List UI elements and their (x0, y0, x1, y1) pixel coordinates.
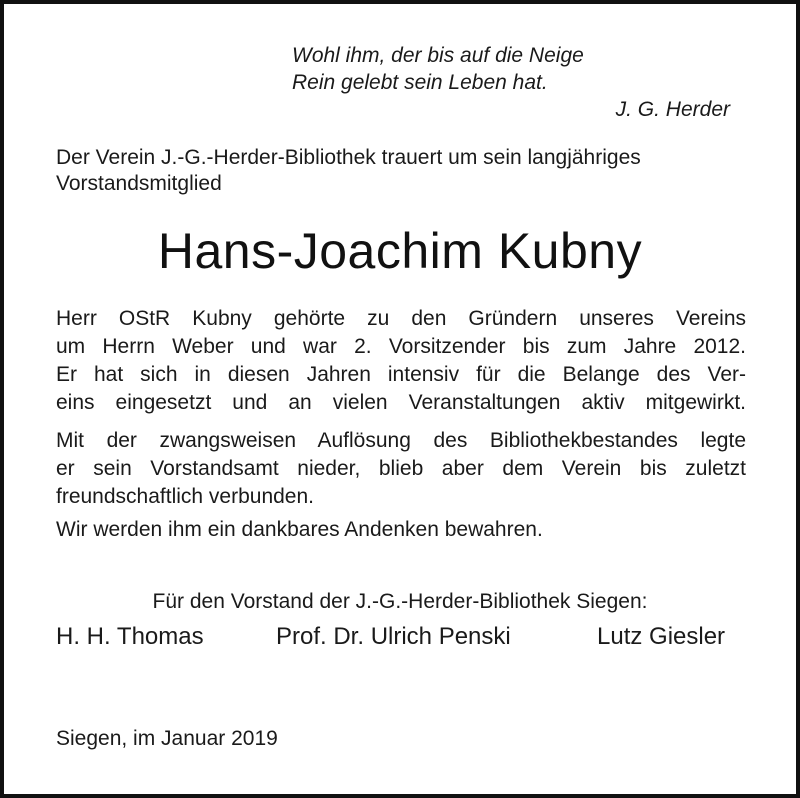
quote-line-2: Rein gelebt sein Leben hat. (292, 71, 548, 94)
paragraph-resignation (56, 427, 746, 511)
deceased-name: Hans-Joachim Kubny (157, 223, 643, 279)
intro-text (56, 145, 756, 197)
paragraph-line: eins eingesetzt und an vielen Veranstaltungen aktiv mitgewirkt. (56, 391, 746, 414)
paragraph-line: freundschaftlich verbunden. (56, 485, 314, 508)
paragraph-remembrance (56, 516, 746, 544)
intro-line-1: Der Verein J.-G.-Herder-Bibliothek trauert um sein langjähriges (56, 146, 641, 169)
quote-author: J. G. Herder (615, 98, 730, 121)
intro-line-2: Vorstandsmitglied (56, 172, 222, 195)
paragraph-line: Herr OStR Kubny gehörte zu den Gründern unseres Vereins (56, 307, 746, 330)
paragraph-line: um Herrn Weber und war 2. Vorsitzender bis zum Jahre 2012. (56, 335, 746, 358)
quote-line-1: Wohl ihm, der bis auf die Neige (292, 44, 584, 67)
place-date: Siegen, im Januar 2019 (56, 727, 278, 750)
paragraph-line: er sein Vorstandsamt nieder, blieb aber dem Verein bis zuletzt (56, 457, 746, 480)
epigraph-quote (292, 42, 732, 123)
paragraph-line: Er hat sich in diesen Jahren intensiv für die Belange des Ver- (56, 363, 746, 386)
paragraph-line: Wir werden ihm ein dankbares Andenken bewahren. (56, 518, 543, 541)
signatory-1: H. H. Thomas (56, 623, 204, 650)
signatory-2: Prof. Dr. Ulrich Penski (276, 623, 511, 650)
signatory-3: Lutz Giesler (597, 623, 726, 650)
board-line: Für den Vorstand der J.-G.-Herder-Bibliothek Siegen: (152, 590, 648, 613)
paragraph-line: Mit der zwangsweisen Auflösung des Bibliothekbestandes legte (56, 429, 746, 452)
paragraph-biography (56, 305, 746, 417)
